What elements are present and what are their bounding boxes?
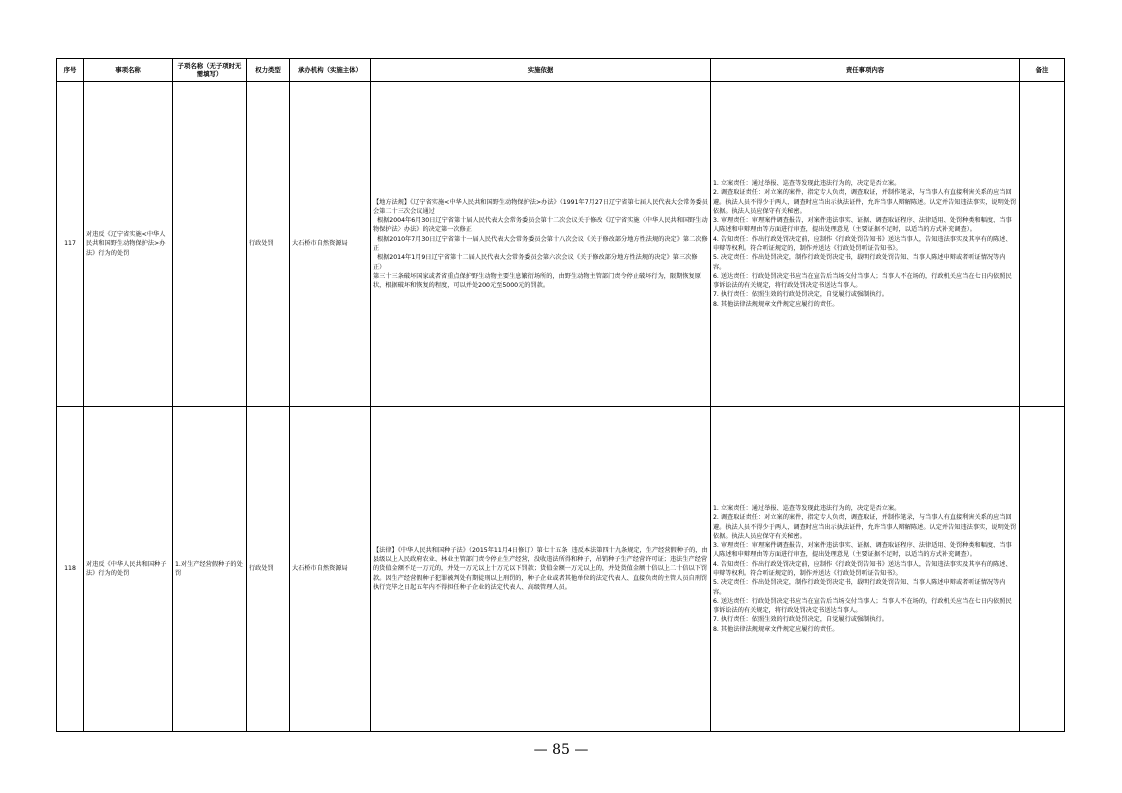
- header-seq: 序号: [57, 59, 84, 82]
- row-basis: 【法律】《中华人民共和国种子法》（2015年11月4日修订）第七十五条 违反本法第四十九条规定，生产经营假种子的，由县级以上人民政府农业、林业主管部门责令停止生产经营，没收违法所得和种子，吊销种子生产经营许可证；违法生产经营的货值金额不足一万元的，并处一万元以上十万元以下罚款；货值金额一万元以上的，并处货值金额十倍以上二十倍以下罚款。因生产经营假种子犯罪被判处有期徒刑以上刑罚的，种子企业或者其他单位的法定代表人、直接负责的主管人员自刑罚执行完毕之日起五年内不得担任种子企业的法定代表人、高级管理人员。: [371, 407, 711, 732]
- row-responsibility: 1. 立案责任：通过举报、巡查等发现此违法行为的，决定是否立案。 2. 调查取证责任：对立案的案件，指定专人负责，调查取证，并制作笔录，与当事人有直接利害关系的应当回避。执法人员不得少于两人，调查时应当出示执法证件，允许当事人辩解陈述。认定并告知违法事实，说明处罚依据。执法人员应保守有关秘密。 3. 审理责任：审理案件调查报告，对案件违法事实、证据、调查取证程序、法律适用、处罚种类和幅度、当事人陈述和申辩理由等方面进行审查，提出处理意见（主要证据不足时，以适当的方式补充调查）。 4. 告知责任：作出行政处罚决定前，应制作《行政处罚告知书》送达当事人，告知违法事实及其享有的陈述、申辩等权利。符合听证规定的，制作并送达《行政处罚听证告知书》。 5. 决定责任：作出处罚决定，制作行政处罚决定书，载明行政处罚告知、当事人陈述申辩或者听证情况等内容。 6. 送达责任：行政处罚决定书应当在宣告后当场交付当事人；当事人不在场的，行政机关应当在七日内依照民事诉讼法的有关规定，将行政处罚决定书送达当事人。 7. 执行责任：依照生效的行政处罚决定，自觉履行或强制执行。 8. 其他法律法规规章文件规定应履行的责任。: [711, 407, 1020, 732]
- table-row: [57, 407, 1065, 732]
- row-seq: 117: [57, 82, 84, 407]
- header-agency: 承办机构（实施主体）: [290, 59, 371, 82]
- row-power-type: 行政处罚: [247, 82, 290, 407]
- table-header-row: [57, 59, 1065, 82]
- header-sub-item: 子项名称（无子项时无需填写）: [173, 59, 247, 82]
- row-power-type: 行政处罚: [247, 407, 290, 732]
- row-agency: 大石桥市自然资源局: [290, 407, 371, 732]
- page-number: — 85 —: [533, 742, 589, 758]
- row-responsibility: 1. 立案责任：通过举报、巡查等发现此违法行为的，决定是否立案。 2. 调查取证责任：对立案的案件，指定专人负责，调查取证，并制作笔录，与当事人有直接利害关系的应当回避。执法人员不得少于两人，调查时应当出示执法证件，允许当事人辩解陈述。认定并告知违法事实，说明处罚依据。执法人员应保守有关秘密。 3. 审理责任：审理案件调查报告，对案件违法事实、证据、调查取证程序、法律适用、处罚种类和幅度、当事人陈述和申辩理由等方面进行审查，提出处理意见（主要证据不足时，以适当的方式补充调查）。 4. 告知责任：作出行政处罚决定前，应制作《行政处罚告知书》送达当事人，告知违法事实及其享有的陈述、申辩等权利。符合听证规定的，制作并送达《行政处罚听证告知书》。 5. 决定责任：作出处罚决定，制作行政处罚决定书，载明行政处罚告知、当事人陈述申辩或者听证情况等内容。 6. 送达责任：行政处罚决定书应当在宣告后当场交付当事人；当事人不在场的，行政机关应当在七日内依照民事诉讼法的有关规定，将行政处罚决定书送达当事人。 7. 执行责任：依照生效的行政处罚决定，自觉履行或强制执行。 8. 其他法律法规规章文件规定应履行的责任。: [711, 82, 1020, 407]
- header-power-type: 权力类型: [247, 59, 290, 82]
- row-seq: 118: [57, 407, 84, 732]
- row-remark: [1020, 82, 1065, 407]
- power-list-table: [56, 58, 1065, 732]
- row-item-name: 对违反《辽宁省实施<中华人民共和国野生动物保护法>办法》行为的处罚: [84, 82, 173, 407]
- table-row: [57, 82, 1065, 407]
- row-item-name: 对违反《中华人民共和国种子法》行为的处罚: [84, 407, 173, 732]
- header-responsibility: 责任事项内容: [711, 59, 1020, 82]
- row-sub-item: 1.对生产经营假种子的处罚: [173, 407, 247, 732]
- row-sub-item: [173, 82, 247, 407]
- header-remark: 备注: [1020, 59, 1065, 82]
- row-basis: 【地方法规】《辽宁省实施<中华人民共和国野生动物保护法>办法》（1991年7月27日辽宁省第七届人民代表大会常务委员会第二十三次会议通过 根据2004年6月30日辽宁省第十届人民代表大会常务委员会第十二次会议关于修改《辽宁省实施〈中华人民共和国野生动物保护法〉办法》的决定第一次修正 根据2010年7月30日辽宁省第十一届人民代表大会常务委员会第十八次会议《关于修改部分地方性法规的决定》第二次修正 根据2014年1月9日辽宁省第十二届人民代表大会常务委员会第六次会议《关于修改部分地方性法规的决定》第三次修正） 第三十三条破坏国家或者省重点保护野生动物主要生息繁衍场所的，由野生动物主管部门责令停止破坏行为，限期恢复原状，根据破坏和恢复的程度，可以并处200元至5000元的罚款。: [371, 82, 711, 407]
- row-agency: 大石桥市自然资源局: [290, 82, 371, 407]
- header-basis: 实施依据: [371, 59, 711, 82]
- header-item-name: 事项名称: [84, 59, 173, 82]
- row-remark: [1020, 407, 1065, 732]
